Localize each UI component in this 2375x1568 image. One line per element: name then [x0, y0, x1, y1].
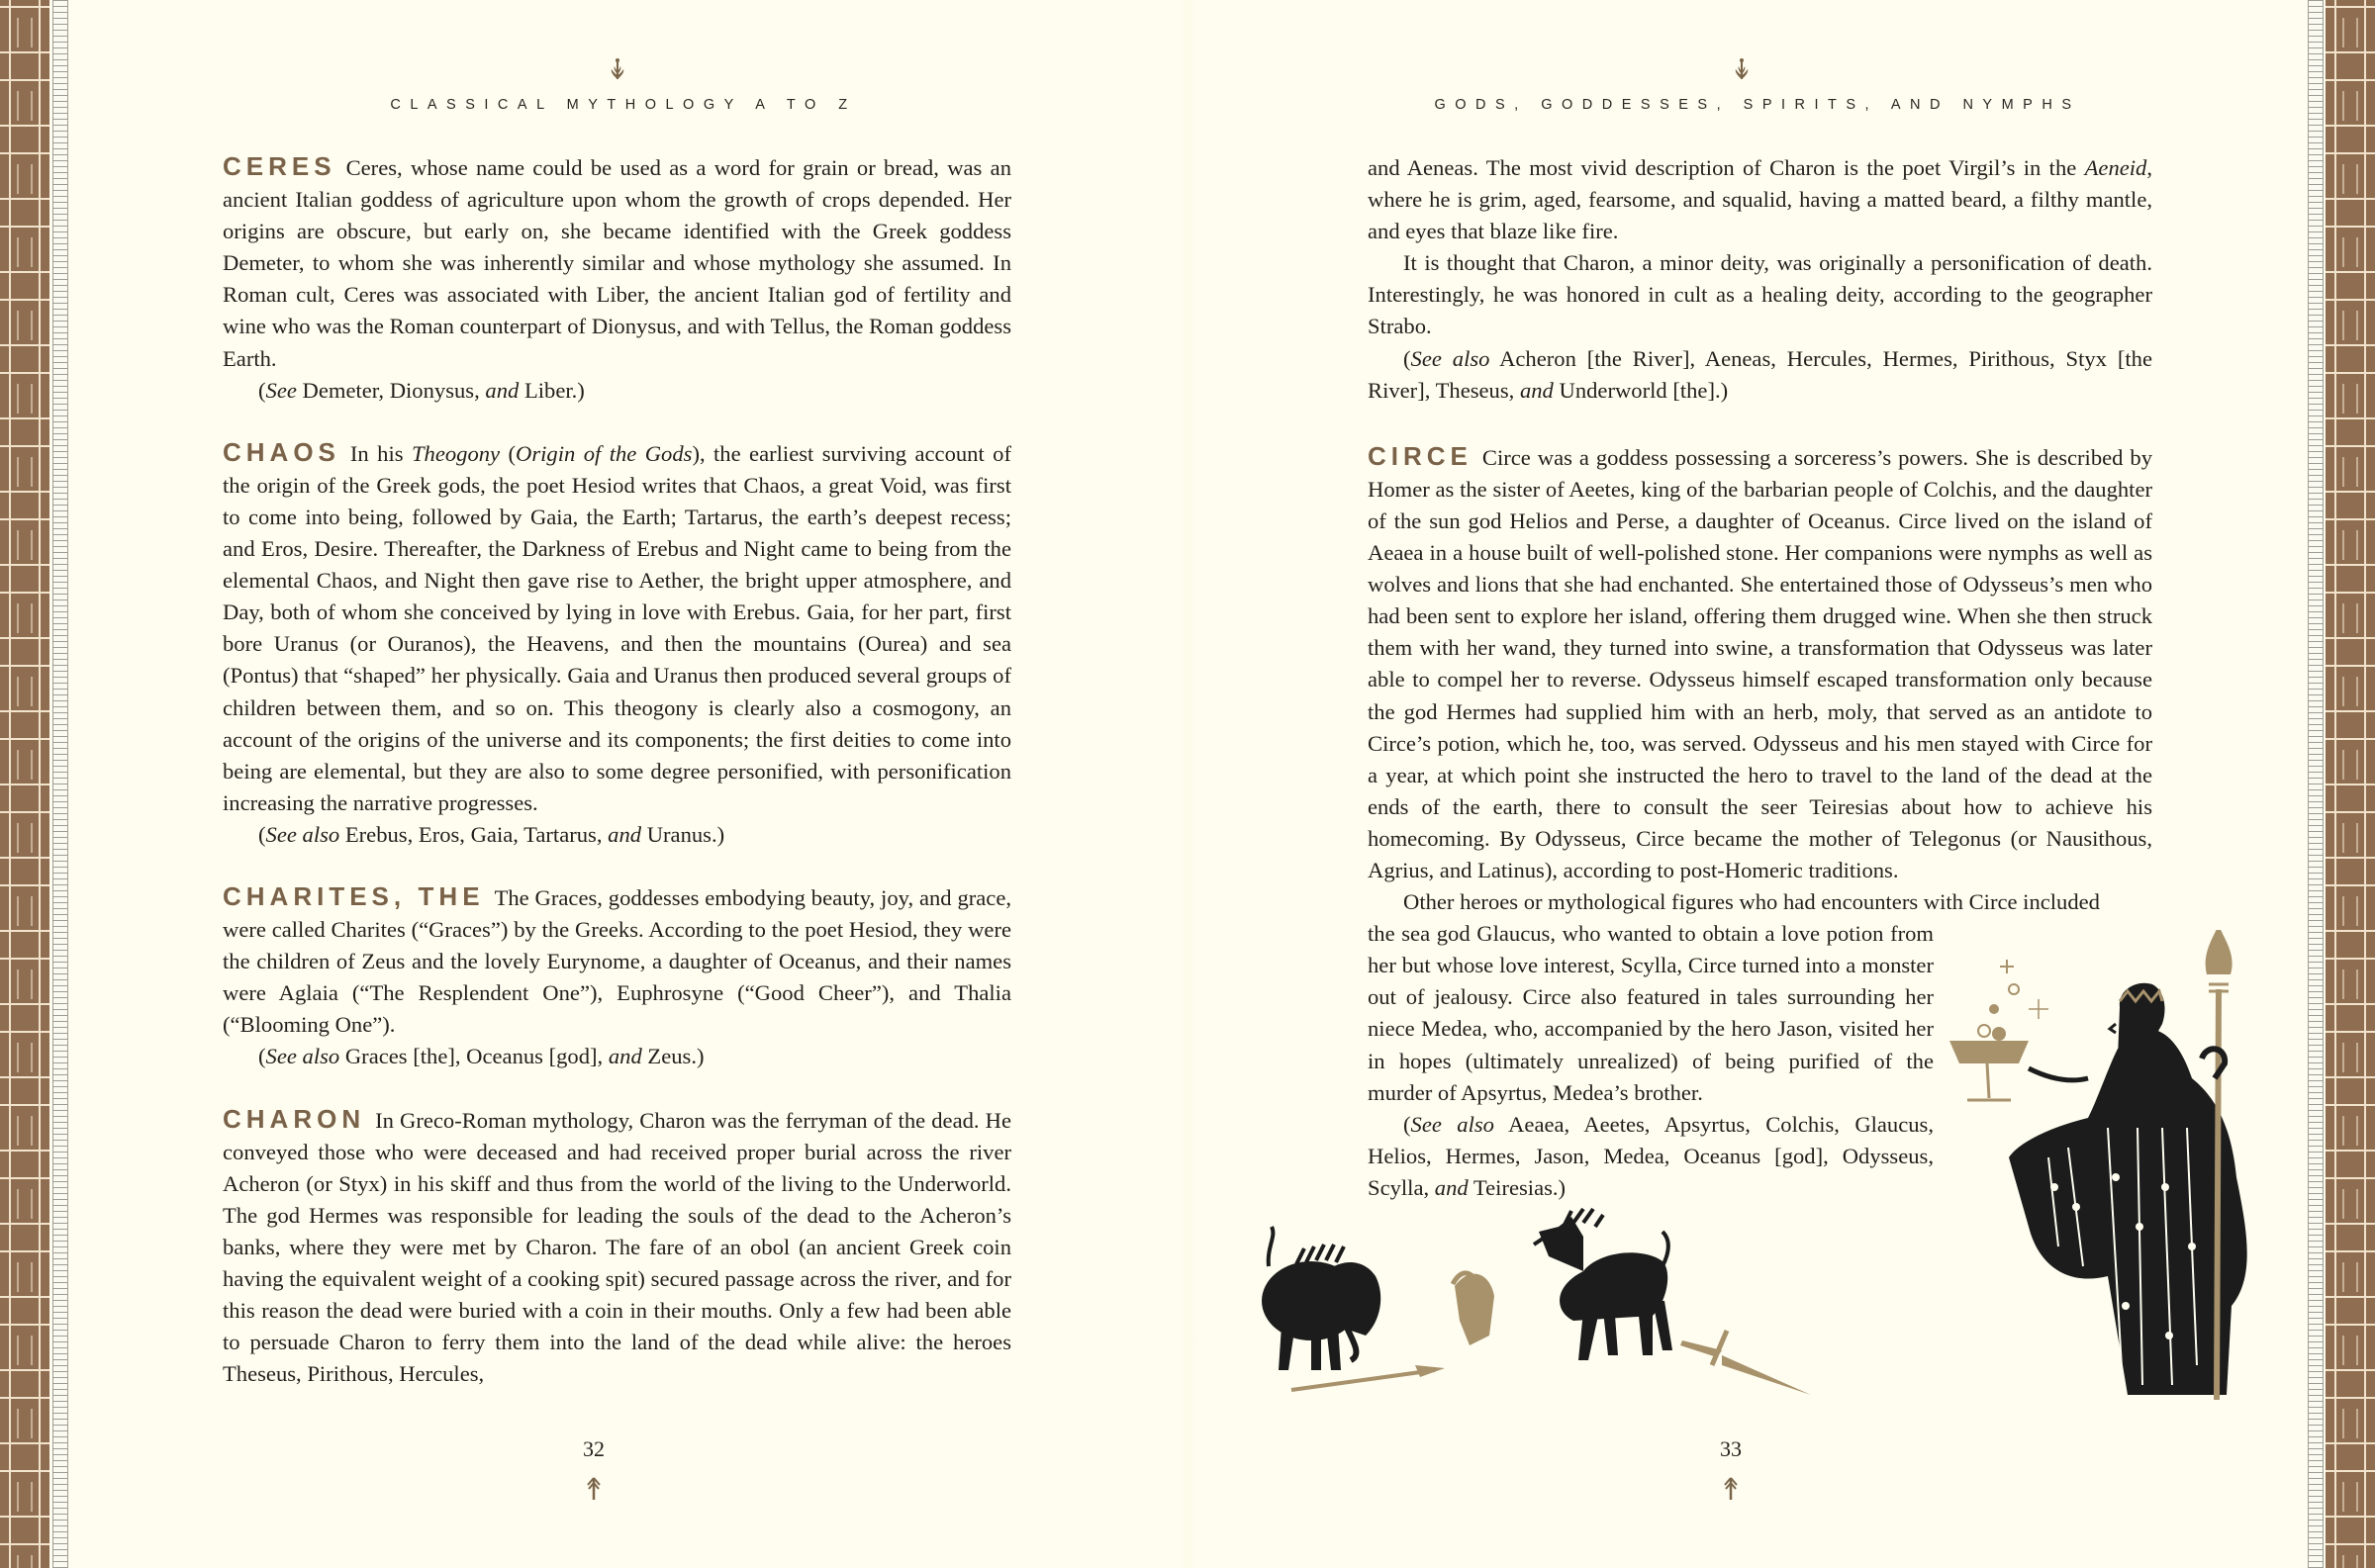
sword-icon [1680, 1331, 1811, 1395]
see-also: (See also Erebus, Eros, Gaia, Tartarus, and Uranus.) [258, 821, 725, 847]
see-also: (See also Aeaea, Aeetes, Apsyrtus, Colchis, Glaucus, Helios, Hermes, Jason, Medea, Oceanus [god], Odysseus, Scylla, and Teiresias.) [1368, 1111, 1934, 1200]
boar-icon-left [1262, 1227, 1380, 1370]
book-title: Aeneid [2084, 155, 2147, 180]
entry-body: ), the earliest surviving account of the origin of the Greek gods, the poet Hesiod writes that Chaos, a great Void, was first to come into being, followed by Gaia, the Earth; Tartarus, the earth’s deepest recess; and Eros, Desire. Thereafter, the Darkness of Erebus and Night came to being from the elemental Chaos, and Night then gave rise to Aether, the bright upper atmosphere, and Day, both of whom she conceived by lying in love with Erebus. Gaia, for her part, first bore Uranus (or Ouranos), the Heavens, and then the mountains (Ourea) and sea (Pontus) that “shaped” her physically. Gaia and Uranus then produced several groups of children between them, and so on. This theogony is clearly also a cosmogony, an account of the origins of the universe and its components; the first deities to come into being are elemental, but they are also to some degree personified, with personification increasing the narrative progresses. [223, 440, 1011, 815]
see-also: (See Demeter, Dionysus, and Liber.) [258, 377, 585, 403]
arrow-ornament-icon [584, 1476, 604, 1502]
entry-charites [223, 880, 1011, 1073]
entry-body: Circe was a goddess possessing a sorceress’s powers. She is described by Homer as the sister of Aeetes, king of the barbarian people of Colchis, and the daughter of the sun god Helios and Perse, a daughter of Oceanus. Circe lived on the island of Aeaea in a house built of well-polished stone. Her companions were nymphs as well as wolves and lions that she had enchanted. She entertained those of Odysseus’s men who had been sent to explore her island, offering them drugged wine. When she then struck them with her wand, they turned into swine, a transformation that Odysseus was later able to compel her to reverse. Odysseus himself escaped transformation only because the god Hermes had supplied him with an herb, moly, that served as an antidote to Circe’s potion, which he, too, was served. Odysseus and his men stayed with Circe for a year, at which point she instructed the hero to travel to the land of the dead at the ends of the earth, there to consult the seer Teiresias about how to achieve his homecoming. By Odysseus, Circe became the mother of Telegonus (or Nausithous, Agrius, and Latinus), according to post-Homeric traditions. [1368, 444, 2152, 882]
book-title: Origin of the Gods [516, 440, 693, 466]
entry-ceres [223, 150, 1011, 407]
entry-body: It is thought that Charon, a minor deity, was originally a personification of death. Interestingly, he was honored in cult as a healing deity, according to the geographer Strabo. [1368, 250, 2152, 339]
helmet-icon [1453, 1273, 1494, 1345]
book-gutter [1178, 0, 1199, 1568]
greek-key-border-right [2326, 0, 2375, 1568]
entry-charon-continued: and Aeneas. The most vivid description of Charon is the poet Virgil’s in the Aeneid, where he is grim, aged, fearsome, and squalid, having a matted beard, a filthy mantle, and eyes that blaze like fire. It is thought that Charon, a minor deity, was originally a personification of death. Interestingly, he was honored in cult as a healing deity, according to the geographer Strabo. (See also Acheron [the River], Aeneas, Hercules, Hermes, Pirithous, Styx [the River], Theseus, and Underworld [the].) [1368, 152, 2152, 407]
entry-body: Other heroes or mythological figures who had encounters with Circe included [1403, 889, 2100, 915]
circe-figure-icon [2009, 983, 2247, 1395]
entry-charon [223, 1103, 1011, 1391]
entry-chaos: CHAOS In his Theogony (Origin of the Gods), the earliest surviving account of the origin of the Greek gods, the poet Hesiod writes that Chaos, a great Void, was first to come into being, followed by Gaia, the Earth; Tartarus, the earth’s deepest recess; and Eros, Desire. Thereafter, the Darkness of Erebus and Night came to being from the elemental Chaos, and Night then gave rise to Aether, the bright upper atmosphere, and Day, both of whom she conceived by lying in love with Erebus. Gaia, for her part, first bore Uranus (or Ouranos), the Heavens, and then the mountains (Ourea) and sea (Pontus) that “shaped” her physically. Gaia and Uranus then produced several groups of children between them, and so on. This theogony is clearly also a cosmogony, an account of the origins of the universe and its components; the first deities to come into being are elemental, but they are also to some degree personified, with personification increasing the narrative progresses. (See also Erebus, Eros, Gaia, Tartarus, and Uranus.) [223, 436, 1011, 851]
see-also: (See also Acheron [the River], Aeneas, Hercules, Hermes, Pirithous, Styx [the River], Theseus, and Underworld [the].) [1368, 345, 2152, 403]
meander-strip-right [2308, 0, 2324, 1568]
book-title: Theogony [411, 440, 501, 466]
meander-strip-left [52, 0, 68, 1568]
left-page [69, 0, 1178, 1568]
page-number: 33 [1720, 1436, 1742, 1461]
greek-key-border-left [0, 0, 49, 1568]
running-head: CLASSICAL MYTHOLOGY A TO Z [390, 97, 857, 113]
headword: CHARITES, THE [223, 880, 485, 911]
entry-body: the sea god Glaucus, who wanted to obtain a love potion from her but whose love interest, Scylla, Circe turned into a monster out of jealousy. Circe also featured in tales surrounding her niece Medea, who, accompanied by the hero Jason, visited her in hopes (ultimately unrealized) of being purified of the murder of Apsyrtus, Medea’s brother. [1368, 921, 1934, 1105]
arrow-ornament-icon [1721, 1476, 1741, 1502]
headword: CIRCE [1368, 440, 1472, 471]
leaf-ornament-icon [608, 57, 627, 83]
page-number: 32 [583, 1436, 605, 1461]
boar-icon-right [1534, 1209, 1672, 1360]
see-also: (See also Graces [the], Oceanus [god], and Zeus.) [258, 1044, 705, 1069]
left-text-column [223, 150, 1011, 1420]
entry-body: The Graces, goddesses embodying beauty, joy, and grace, were called Charites (“Graces”) by the Greeks. According to the poet Hesiod, they were the children of Zeus and the lovely Eurynome, a daughter of Oceanus, and their names were Aglaia (“The Resplendent One”), Euphrosyne (“Good Cheer”), and Thalia (“Blooming One”). [223, 884, 1011, 1038]
entry-body: In Greco-Roman mythology, Charon was the ferryman of the dead. He conveyed those who were deceased and had received proper burial across the river Acheron (or Styx) in his skiff and thus from the world of the living to the Underworld. The god Hermes was responsible for leading the souls of the dead to the Acheron’s banks, where they were met by Charon. The fare of an obol (an ancient Greek coin having the equivalent weight of a cooking spit) secured passage across the river, and for this reason the dead were buried with a coin in their mouths. Only a few had been able to persuade Charon to ferry them into the land of the dead while alive: the heroes Theseus, Pirithous, Hercules, [223, 1107, 1011, 1387]
headword: CHARON [223, 1103, 366, 1134]
headword: CERES [223, 151, 336, 181]
running-head: GODS, GODDESSES, SPIRITS, AND NYMPHS [1434, 97, 2081, 113]
entry-body: Ceres, whose name could be used as a word for grain or bread, was an ancient Italian goddess of agriculture upon whom the growth of crops depended. Her origins are obscure, but early on, she became identified with the Greek goddess Demeter, to whom she was inherently similar and whose mythology she assumed. In Roman cult, Ceres was associated with Liber, the ancient Italian god of fertility and wine who was the Roman counterpart of Dionysus, and with Tellus, the Roman goddess Earth. [223, 155, 1011, 371]
leaf-ornament-icon [1732, 57, 1752, 83]
headword: CHAOS [223, 436, 340, 467]
goblet-icon [1949, 960, 2048, 1100]
circe-illustration [1257, 930, 2276, 1405]
